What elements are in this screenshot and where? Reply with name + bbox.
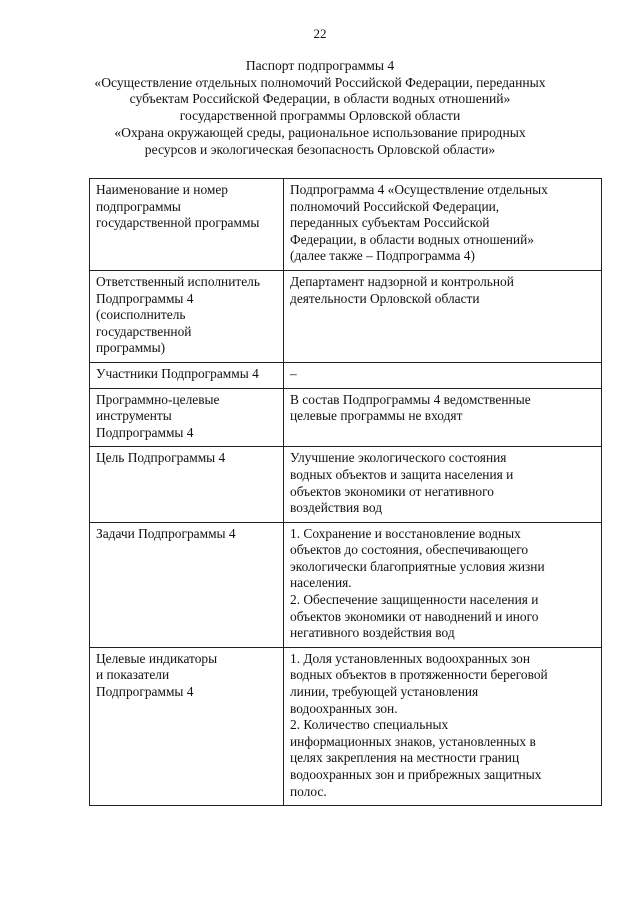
cell-line: водных объектов в протяженности береговой: [290, 667, 548, 683]
cell-line: Федерации, в области водных отношений»: [290, 231, 534, 247]
cell-line: Наименование и номер: [96, 182, 229, 197]
cell-line: 2. Количество специальных: [290, 717, 449, 733]
cell-line: и показатели: [96, 667, 170, 683]
table-row: [90, 179, 602, 271]
cell-line: В состав Подпрограммы 4 ведомственные: [290, 391, 531, 407]
row-label-cell: [90, 522, 284, 647]
cell-line: населения.: [290, 575, 352, 591]
cell-line: программы): [96, 340, 166, 356]
row-value-cell: [284, 647, 602, 805]
cell-line: Цель Подпрограммы 4: [96, 450, 226, 466]
cell-line: 1. Сохранение и восстановление водных: [290, 525, 521, 541]
title-line: Паспорт подпрограммы 4: [245, 58, 395, 73]
cell-line: Программно-целевые: [96, 391, 220, 407]
cell-line: Задачи Подпрограммы 4: [96, 525, 236, 541]
cell-line: государственной программы: [96, 215, 260, 231]
cell-line: полномочий Российской Федерации,: [290, 198, 500, 214]
row-label-cell: [90, 647, 284, 805]
cell-line: линии, требующей установления: [290, 684, 479, 700]
cell-line: Ответственный исполнитель: [96, 273, 260, 289]
row-value-cell: [284, 362, 602, 388]
row-label-cell: [90, 270, 284, 362]
row-value-cell: [284, 270, 602, 362]
document-title: [40, 58, 600, 158]
cell-line: экологически благоприятные условия жизни: [290, 558, 545, 574]
cell-line: государственной: [96, 323, 192, 339]
cell-line: водоохранных зон.: [290, 700, 398, 716]
cell-line: информационных знаков, установленных в: [290, 733, 536, 749]
title-line: ресурсов и экологическая безопасность Орловской области»: [144, 141, 496, 157]
cell-line: 2. Обеспечение защищенности населения и: [290, 592, 539, 608]
cell-line: –: [290, 365, 297, 381]
title-line: «Охрана окружающей среды, рациональное использование природных: [114, 124, 526, 140]
passport-table-body: [90, 179, 602, 806]
cell-line: негативного воздействия вод: [290, 625, 455, 641]
page-number: 22: [313, 26, 327, 41]
cell-line: воздействия вод: [290, 500, 383, 516]
row-value-cell: [284, 388, 602, 447]
cell-line: водоохранных зон и прибрежных защитных: [290, 767, 542, 782]
cell-line: подпрограммы: [96, 198, 181, 214]
cell-line: водных объектов и защита населения и: [290, 466, 514, 482]
cell-line: (соисполнитель: [96, 307, 186, 323]
passport-table: [89, 178, 602, 806]
table-row: [90, 388, 602, 447]
row-label-cell: [90, 388, 284, 447]
row-value-cell: [284, 522, 602, 647]
table-row: [90, 362, 602, 388]
cell-line: Улучшение экологического состояния: [290, 450, 507, 466]
title-line: «Осуществление отдельных полномочий Российской Федерации, переданных: [94, 74, 546, 90]
table-row: [90, 647, 602, 805]
cell-line: целях закрепления на местности границ: [290, 750, 520, 766]
cell-line: Целевые индикаторы: [96, 650, 218, 666]
table-row: [90, 270, 602, 362]
title-line: субъектам Российской Федерации, в области водных отношений»: [129, 91, 511, 107]
row-value-cell: [284, 447, 602, 522]
cell-line: объектов экономики от наводнений и иного: [290, 608, 539, 624]
row-label-cell: [90, 362, 284, 388]
cell-line: 1. Доля установленных водоохранных зон: [290, 650, 531, 666]
title-line: государственной программы Орловской области: [179, 108, 461, 124]
table-row: [90, 447, 602, 522]
cell-line: полос.: [290, 783, 327, 799]
cell-line: целевые программы не входят: [290, 408, 463, 424]
table-row: [90, 522, 602, 647]
cell-line: Департамент надзорной и контрольной: [290, 273, 514, 289]
cell-line: Подпрограммы 4: [96, 684, 194, 700]
cell-line: объектов до состояния, обеспечивающего: [290, 542, 529, 558]
cell-line: Подпрограммы 4: [96, 424, 194, 440]
cell-line: инструменты: [96, 408, 172, 424]
cell-line: Подпрограмма 4 «Осуществление отдельных: [290, 182, 548, 197]
cell-line: (далее также – Подпрограмма 4): [290, 248, 475, 264]
cell-line: Участники Подпрограммы 4: [96, 365, 259, 381]
cell-line: Подпрограммы 4: [96, 290, 194, 306]
row-value-cell: [284, 179, 602, 271]
cell-line: деятельности Орловской области: [290, 290, 480, 306]
cell-line: переданных субъектам Российской: [290, 215, 490, 231]
row-label-cell: [90, 447, 284, 522]
cell-line: объектов экономики от негативного: [290, 483, 494, 499]
row-label-cell: [90, 179, 284, 271]
